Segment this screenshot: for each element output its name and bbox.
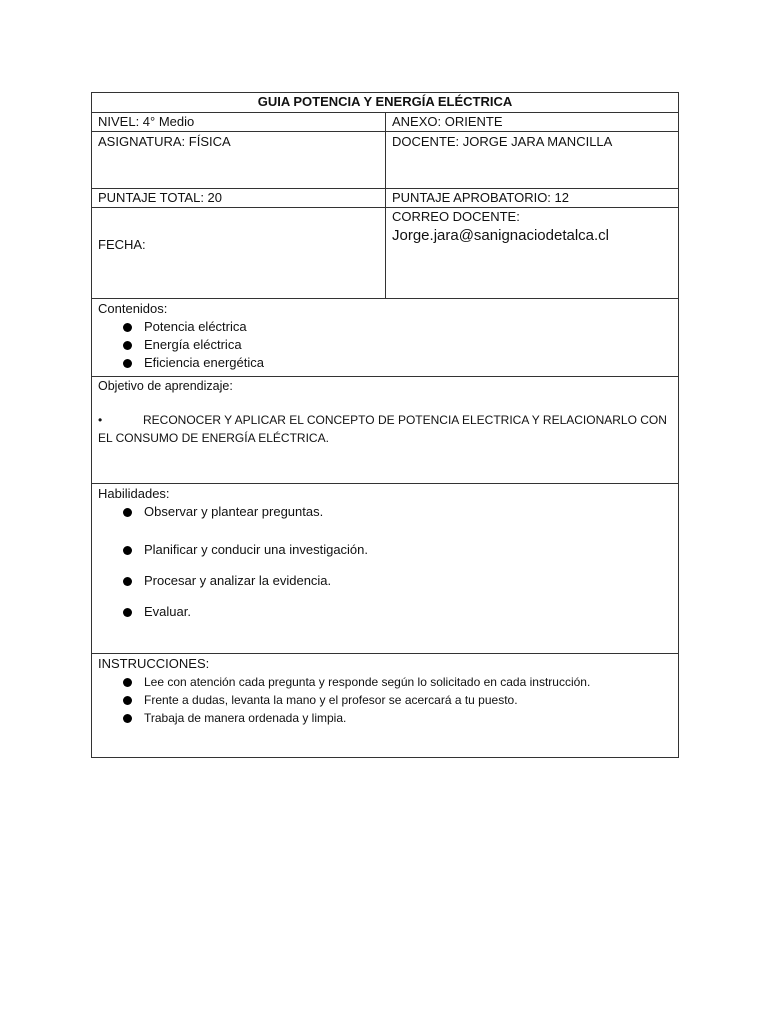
nivel-cell: NIVEL: 4° Medio (92, 113, 386, 132)
contenidos-heading: Contenidos: (98, 301, 168, 316)
habilidades-heading: Habilidades: (98, 486, 170, 501)
list-item: Planificar y conducir una investigación. (98, 541, 672, 559)
objetivo-section (92, 377, 679, 484)
instrucciones-section (92, 654, 679, 758)
instrucciones-list (98, 673, 672, 727)
correo-cell (386, 208, 679, 299)
objetivo-text: RECONOCER Y APLICAR EL CONCEPTO DE POTENCIA ELECTRICA Y RELACIONARLO CON EL CONSUMO DE ENERGÍA ELÉCTRICA. (98, 413, 667, 445)
list-item: Energía eléctrica (98, 336, 672, 354)
list-item: Potencia eléctrica (98, 318, 672, 336)
correo-label: CORREO DOCENTE: (392, 209, 520, 224)
objetivo-bullet: • (98, 413, 103, 427)
objetivo-heading: Objetivo de aprendizaje: (98, 379, 233, 393)
habilidades-section (92, 484, 679, 654)
list-item: Trabaja de manera ordenada y limpia. (98, 709, 672, 727)
correo-email: Jorge.jara@sanignaciodetalca.cl (392, 227, 610, 244)
anexo-cell: ANEXO: ORIENTE (386, 113, 679, 132)
docente-cell: DOCENTE: JORGE JARA MANCILLA (386, 132, 679, 189)
objetivo-text-block (98, 411, 672, 447)
list-item: Lee con atención cada pregunta y responde según lo solicitado en cada instrucción. (98, 673, 672, 691)
list-item: Observar y plantear preguntas. (98, 503, 672, 521)
list-item: Frente a dudas, levanta la mano y el profesor se acercará a tu puesto. (98, 691, 672, 709)
contenidos-section (92, 299, 679, 377)
instrucciones-heading: INSTRUCCIONES: (98, 656, 210, 671)
contenidos-list (98, 318, 672, 372)
list-item: Evaluar. (98, 603, 672, 621)
header-table (91, 92, 679, 758)
list-item: Eficiencia energética (98, 354, 672, 372)
puntaje-total-cell: PUNTAJE TOTAL: 20 (92, 189, 386, 208)
habilidades-list (98, 503, 672, 621)
document-title: GUIA POTENCIA Y ENERGÍA ELÉCTRICA (92, 93, 679, 113)
fecha-cell: FECHA: (92, 208, 386, 299)
puntaje-aprobatorio-cell: PUNTAJE APROBATORIO: 12 (386, 189, 679, 208)
list-item: Procesar y analizar la evidencia. (98, 572, 672, 590)
asignatura-cell: ASIGNATURA: FÍSICA (92, 132, 386, 189)
